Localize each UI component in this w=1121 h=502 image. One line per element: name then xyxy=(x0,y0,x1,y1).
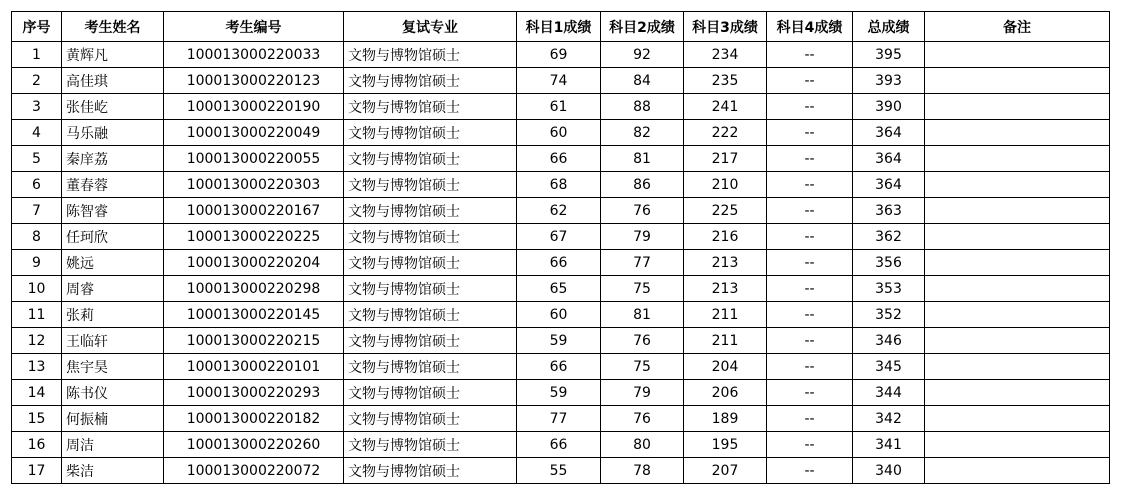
cell-total: 363 xyxy=(853,198,925,224)
table-row xyxy=(12,250,1110,276)
cell-subject4: -- xyxy=(767,458,853,484)
header-seq: 序号 xyxy=(12,12,62,42)
cell-subject4: -- xyxy=(767,146,853,172)
table-row xyxy=(12,328,1110,354)
cell-total: 345 xyxy=(853,354,925,380)
cell-major: 文物与博物馆硕士 xyxy=(344,250,517,276)
cell-exam-id: 100013000220145 xyxy=(164,302,344,328)
cell-subject3: 189 xyxy=(684,406,767,432)
cell-seq: 8 xyxy=(12,224,62,250)
cell-remark xyxy=(925,198,1110,224)
cell-subject1: 66 xyxy=(517,146,601,172)
cell-subject4: -- xyxy=(767,172,853,198)
cell-total: 390 xyxy=(853,94,925,120)
cell-subject2: 79 xyxy=(601,224,684,250)
table-row xyxy=(12,42,1110,68)
cell-name: 张莉 xyxy=(62,302,164,328)
cell-subject1: 74 xyxy=(517,68,601,94)
table-row xyxy=(12,68,1110,94)
cell-seq: 1 xyxy=(12,42,62,68)
header-exam-id: 考生编号 xyxy=(164,12,344,42)
cell-name: 何振楠 xyxy=(62,406,164,432)
cell-exam-id: 100013000220049 xyxy=(164,120,344,146)
cell-major: 文物与博物馆硕士 xyxy=(344,94,517,120)
cell-name: 姚远 xyxy=(62,250,164,276)
cell-subject2: 76 xyxy=(601,406,684,432)
cell-subject3: 235 xyxy=(684,68,767,94)
cell-remark xyxy=(925,42,1110,68)
cell-subject1: 67 xyxy=(517,224,601,250)
header-subject4: 科目4成绩 xyxy=(767,12,853,42)
table-row xyxy=(12,172,1110,198)
cell-major: 文物与博物馆硕士 xyxy=(344,432,517,458)
cell-major: 文物与博物馆硕士 xyxy=(344,458,517,484)
table-row xyxy=(12,120,1110,146)
cell-remark xyxy=(925,276,1110,302)
cell-total: 346 xyxy=(853,328,925,354)
cell-seq: 10 xyxy=(12,276,62,302)
table-body xyxy=(12,42,1110,484)
cell-name: 董春蓉 xyxy=(62,172,164,198)
cell-subject3: 210 xyxy=(684,172,767,198)
cell-exam-id: 100013000220182 xyxy=(164,406,344,432)
cell-subject2: 77 xyxy=(601,250,684,276)
cell-name: 马乐融 xyxy=(62,120,164,146)
table-row xyxy=(12,276,1110,302)
cell-exam-id: 100013000220123 xyxy=(164,68,344,94)
cell-subject4: -- xyxy=(767,94,853,120)
cell-subject4: -- xyxy=(767,68,853,94)
cell-total: 393 xyxy=(853,68,925,94)
cell-subject1: 60 xyxy=(517,302,601,328)
cell-subject1: 60 xyxy=(517,120,601,146)
cell-remark xyxy=(925,172,1110,198)
cell-remark xyxy=(925,250,1110,276)
cell-subject1: 62 xyxy=(517,198,601,224)
table-row xyxy=(12,406,1110,432)
cell-subject2: 80 xyxy=(601,432,684,458)
cell-subject3: 213 xyxy=(684,250,767,276)
table-row xyxy=(12,224,1110,250)
cell-total: 364 xyxy=(853,120,925,146)
cell-seq: 2 xyxy=(12,68,62,94)
cell-subject2: 92 xyxy=(601,42,684,68)
cell-subject2: 84 xyxy=(601,68,684,94)
cell-seq: 11 xyxy=(12,302,62,328)
cell-seq: 17 xyxy=(12,458,62,484)
cell-total: 353 xyxy=(853,276,925,302)
cell-subject1: 59 xyxy=(517,380,601,406)
cell-remark xyxy=(925,354,1110,380)
cell-remark xyxy=(925,146,1110,172)
cell-subject1: 59 xyxy=(517,328,601,354)
cell-subject2: 82 xyxy=(601,120,684,146)
cell-remark xyxy=(925,380,1110,406)
cell-total: 340 xyxy=(853,458,925,484)
cell-subject4: -- xyxy=(767,224,853,250)
cell-exam-id: 100013000220225 xyxy=(164,224,344,250)
cell-major: 文物与博物馆硕士 xyxy=(344,68,517,94)
cell-subject3: 241 xyxy=(684,94,767,120)
table-row xyxy=(12,354,1110,380)
cell-exam-id: 100013000220167 xyxy=(164,198,344,224)
cell-major: 文物与博物馆硕士 xyxy=(344,42,517,68)
cell-remark xyxy=(925,406,1110,432)
cell-subject1: 66 xyxy=(517,354,601,380)
cell-subject4: -- xyxy=(767,380,853,406)
cell-subject2: 76 xyxy=(601,198,684,224)
cell-exam-id: 100013000220215 xyxy=(164,328,344,354)
cell-subject3: 234 xyxy=(684,42,767,68)
cell-exam-id: 100013000220072 xyxy=(164,458,344,484)
score-table xyxy=(11,11,1110,484)
cell-total: 364 xyxy=(853,172,925,198)
cell-seq: 16 xyxy=(12,432,62,458)
cell-subject4: -- xyxy=(767,276,853,302)
cell-subject3: 206 xyxy=(684,380,767,406)
cell-exam-id: 100013000220293 xyxy=(164,380,344,406)
cell-total: 341 xyxy=(853,432,925,458)
cell-major: 文物与博物馆硕士 xyxy=(344,198,517,224)
cell-major: 文物与博物馆硕士 xyxy=(344,224,517,250)
cell-exam-id: 100013000220101 xyxy=(164,354,344,380)
cell-remark xyxy=(925,120,1110,146)
cell-major: 文物与博物馆硕士 xyxy=(344,172,517,198)
table-row xyxy=(12,302,1110,328)
cell-total: 356 xyxy=(853,250,925,276)
cell-seq: 6 xyxy=(12,172,62,198)
cell-major: 文物与博物馆硕士 xyxy=(344,120,517,146)
cell-major: 文物与博物馆硕士 xyxy=(344,146,517,172)
cell-name: 周睿 xyxy=(62,276,164,302)
cell-subject4: -- xyxy=(767,406,853,432)
cell-subject1: 65 xyxy=(517,276,601,302)
cell-subject2: 81 xyxy=(601,146,684,172)
cell-subject3: 213 xyxy=(684,276,767,302)
cell-subject4: -- xyxy=(767,328,853,354)
cell-subject1: 69 xyxy=(517,42,601,68)
cell-subject3: 211 xyxy=(684,328,767,354)
cell-subject3: 204 xyxy=(684,354,767,380)
cell-remark xyxy=(925,302,1110,328)
cell-name: 周洁 xyxy=(62,432,164,458)
cell-major: 文物与博物馆硕士 xyxy=(344,276,517,302)
cell-total: 352 xyxy=(853,302,925,328)
cell-subject1: 77 xyxy=(517,406,601,432)
cell-seq: 14 xyxy=(12,380,62,406)
cell-subject2: 86 xyxy=(601,172,684,198)
cell-subject4: -- xyxy=(767,354,853,380)
cell-remark xyxy=(925,224,1110,250)
header-subject1: 科目1成绩 xyxy=(517,12,601,42)
cell-subject4: -- xyxy=(767,302,853,328)
cell-name: 张佳屹 xyxy=(62,94,164,120)
cell-seq: 9 xyxy=(12,250,62,276)
cell-subject1: 66 xyxy=(517,250,601,276)
header-subject3: 科目3成绩 xyxy=(684,12,767,42)
header-name: 考生姓名 xyxy=(62,12,164,42)
cell-subject1: 66 xyxy=(517,432,601,458)
cell-subject3: 195 xyxy=(684,432,767,458)
cell-subject4: -- xyxy=(767,42,853,68)
cell-remark xyxy=(925,68,1110,94)
cell-subject4: -- xyxy=(767,250,853,276)
cell-total: 344 xyxy=(853,380,925,406)
cell-name: 任珂欣 xyxy=(62,224,164,250)
header-remark: 备注 xyxy=(925,12,1110,42)
cell-major: 文物与博物馆硕士 xyxy=(344,302,517,328)
cell-subject2: 88 xyxy=(601,94,684,120)
cell-subject1: 68 xyxy=(517,172,601,198)
cell-exam-id: 100013000220298 xyxy=(164,276,344,302)
cell-total: 395 xyxy=(853,42,925,68)
cell-subject4: -- xyxy=(767,432,853,458)
cell-subject4: -- xyxy=(767,120,853,146)
cell-seq: 3 xyxy=(12,94,62,120)
table-row xyxy=(12,198,1110,224)
cell-major: 文物与博物馆硕士 xyxy=(344,328,517,354)
cell-seq: 5 xyxy=(12,146,62,172)
cell-seq: 12 xyxy=(12,328,62,354)
header-subject2: 科目2成绩 xyxy=(601,12,684,42)
cell-name: 王临轩 xyxy=(62,328,164,354)
table-row xyxy=(12,458,1110,484)
cell-name: 陈智睿 xyxy=(62,198,164,224)
cell-seq: 15 xyxy=(12,406,62,432)
cell-name: 柴洁 xyxy=(62,458,164,484)
score-sheet xyxy=(11,11,1110,484)
cell-name: 秦庠荔 xyxy=(62,146,164,172)
cell-subject2: 78 xyxy=(601,458,684,484)
cell-subject2: 81 xyxy=(601,302,684,328)
cell-subject3: 222 xyxy=(684,120,767,146)
cell-subject3: 225 xyxy=(684,198,767,224)
table-row xyxy=(12,380,1110,406)
cell-total: 364 xyxy=(853,146,925,172)
header-major: 复试专业 xyxy=(344,12,517,42)
cell-name: 焦宇昊 xyxy=(62,354,164,380)
cell-subject3: 207 xyxy=(684,458,767,484)
cell-subject4: -- xyxy=(767,198,853,224)
cell-exam-id: 100013000220204 xyxy=(164,250,344,276)
cell-name: 陈书仪 xyxy=(62,380,164,406)
cell-exam-id: 100013000220260 xyxy=(164,432,344,458)
header-total: 总成绩 xyxy=(853,12,925,42)
table-header-row xyxy=(12,12,1110,42)
cell-seq: 7 xyxy=(12,198,62,224)
cell-exam-id: 100013000220033 xyxy=(164,42,344,68)
cell-subject3: 216 xyxy=(684,224,767,250)
cell-remark xyxy=(925,458,1110,484)
cell-subject3: 217 xyxy=(684,146,767,172)
cell-name: 黄辉凡 xyxy=(62,42,164,68)
cell-subject3: 211 xyxy=(684,302,767,328)
cell-remark xyxy=(925,432,1110,458)
cell-subject1: 55 xyxy=(517,458,601,484)
cell-seq: 13 xyxy=(12,354,62,380)
cell-subject2: 79 xyxy=(601,380,684,406)
cell-exam-id: 100013000220055 xyxy=(164,146,344,172)
cell-subject1: 61 xyxy=(517,94,601,120)
cell-major: 文物与博物馆硕士 xyxy=(344,380,517,406)
cell-seq: 4 xyxy=(12,120,62,146)
cell-major: 文物与博物馆硕士 xyxy=(344,354,517,380)
cell-total: 362 xyxy=(853,224,925,250)
cell-name: 高佳琪 xyxy=(62,68,164,94)
cell-subject2: 75 xyxy=(601,276,684,302)
cell-subject2: 75 xyxy=(601,354,684,380)
cell-exam-id: 100013000220303 xyxy=(164,172,344,198)
table-row xyxy=(12,432,1110,458)
cell-exam-id: 100013000220190 xyxy=(164,94,344,120)
table-row xyxy=(12,94,1110,120)
cell-major: 文物与博物馆硕士 xyxy=(344,406,517,432)
cell-remark xyxy=(925,94,1110,120)
cell-remark xyxy=(925,328,1110,354)
table-row xyxy=(12,146,1110,172)
cell-total: 342 xyxy=(853,406,925,432)
cell-subject2: 76 xyxy=(601,328,684,354)
